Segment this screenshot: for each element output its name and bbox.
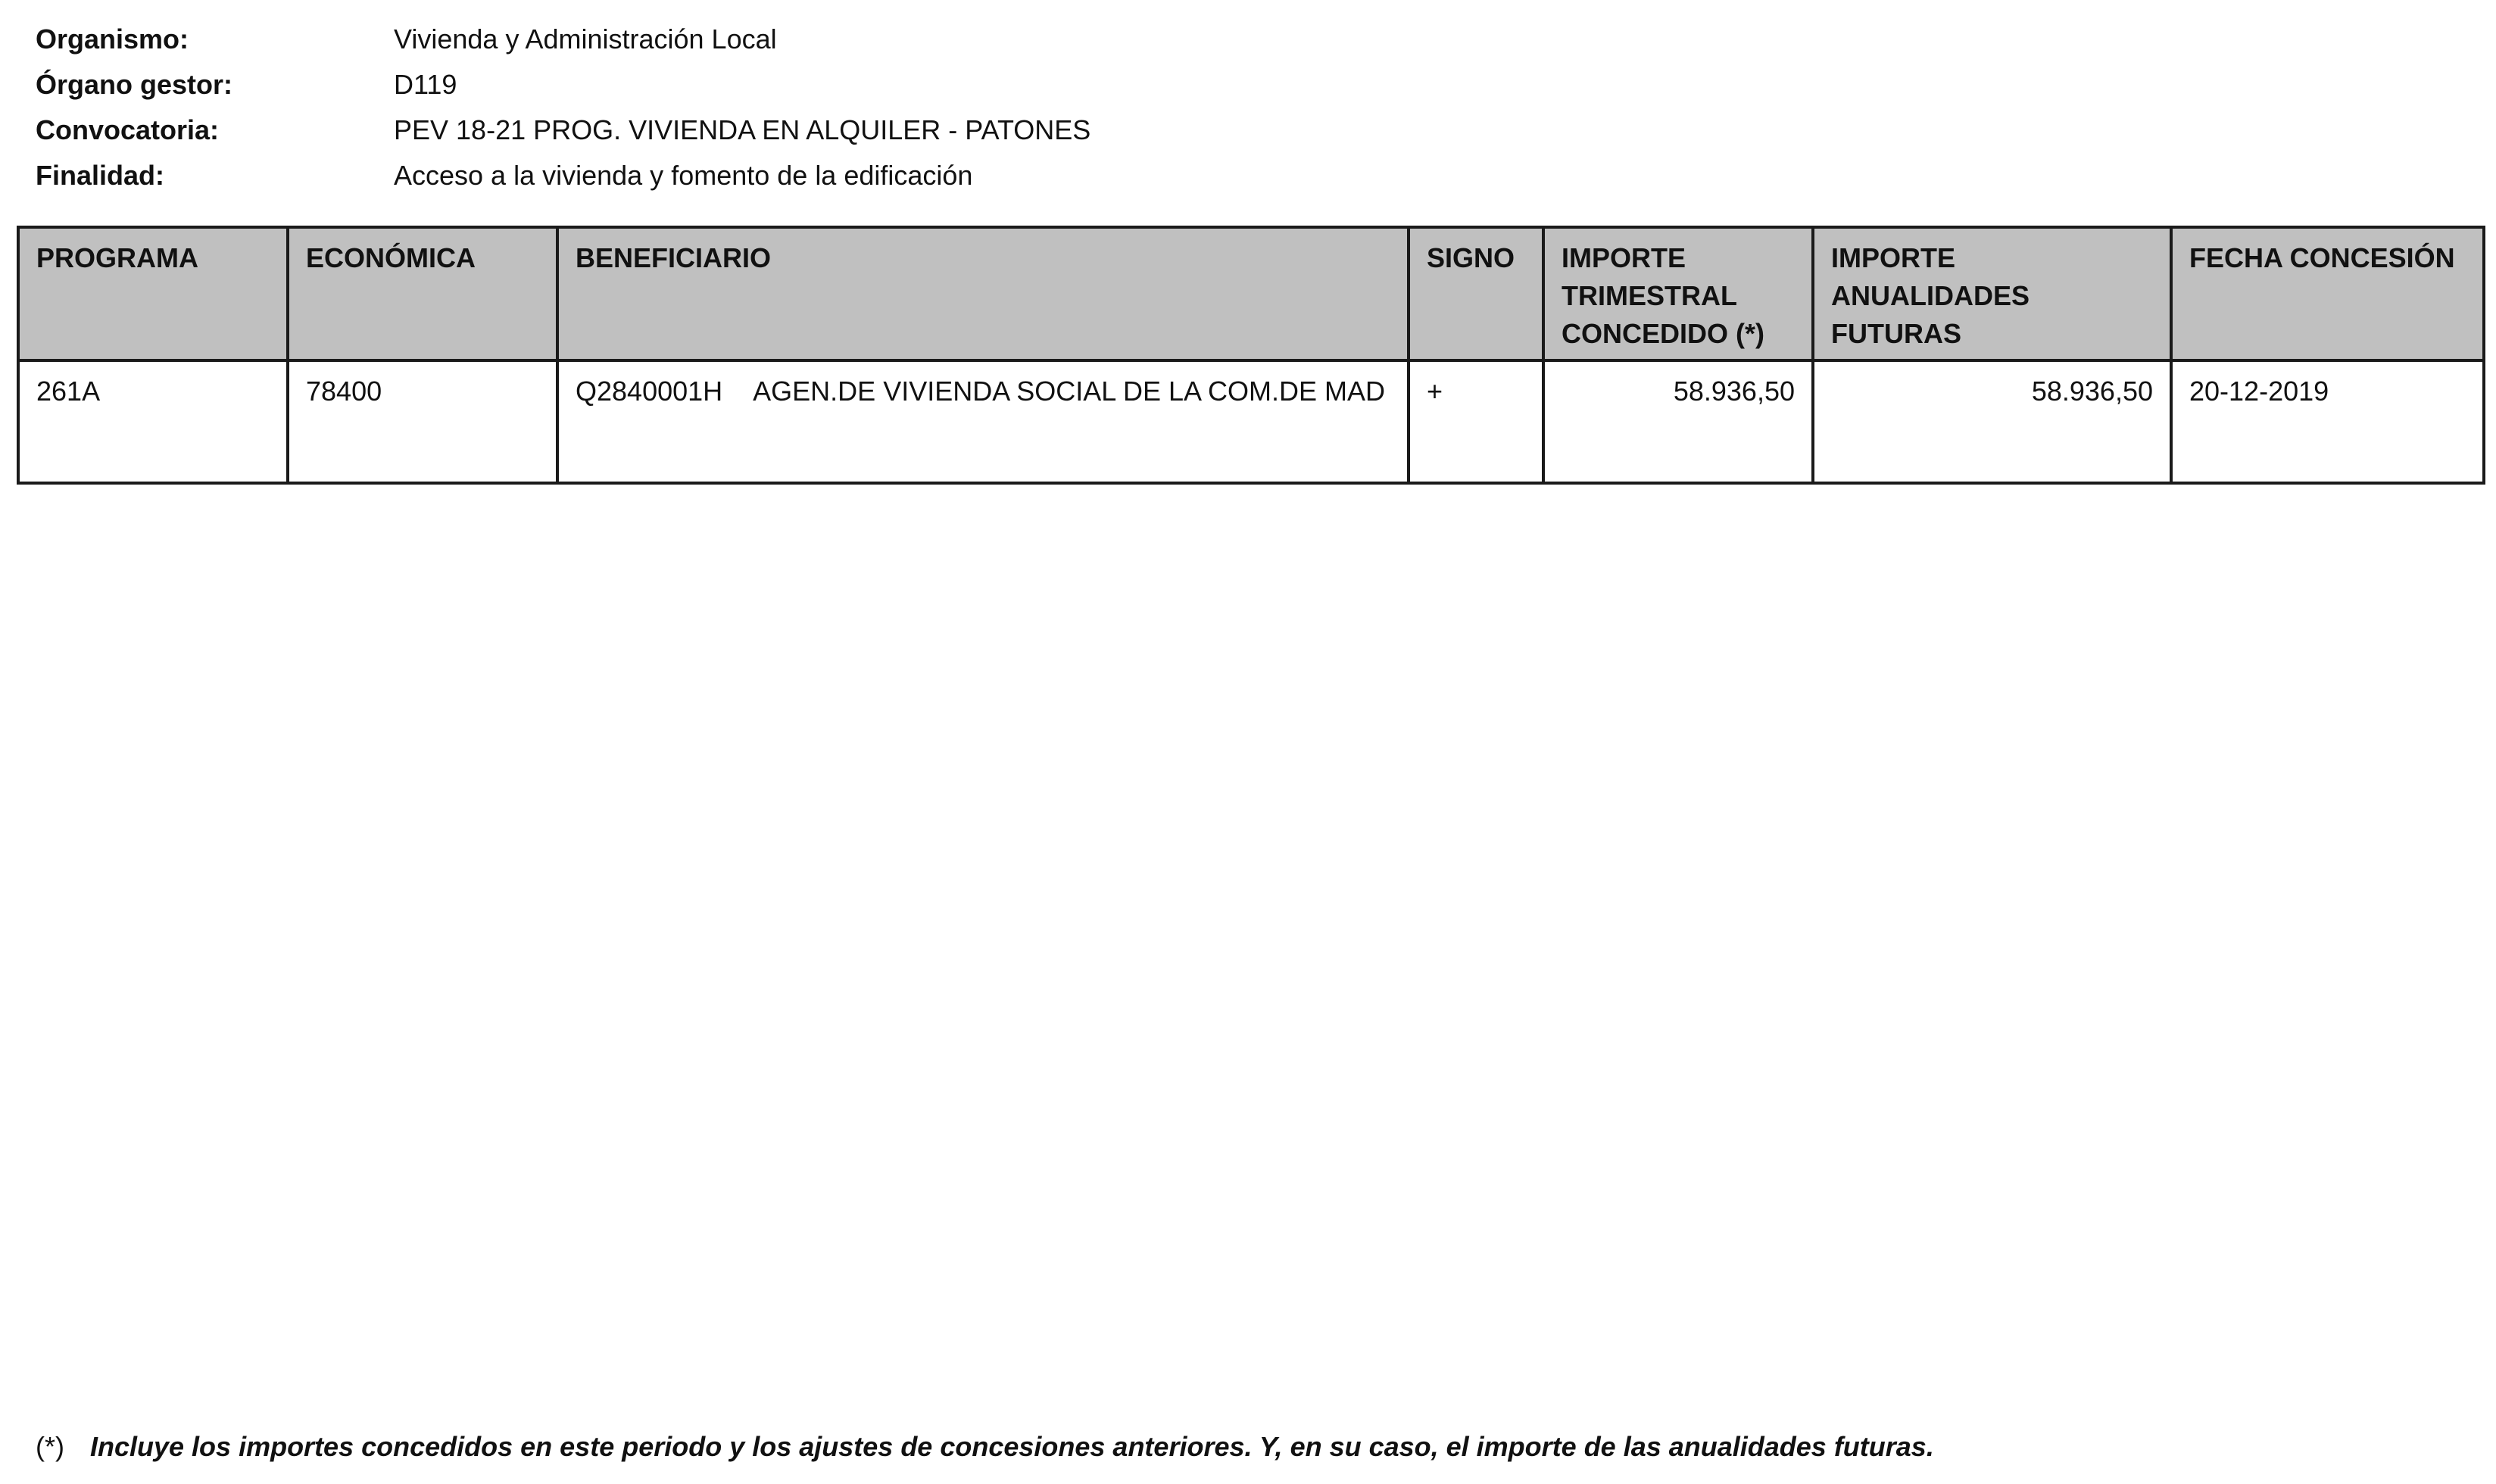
table-header-row <box>18 227 2484 360</box>
meta-label-organo-gestor: Órgano gestor: <box>36 69 233 100</box>
meta-label-finalidad: Finalidad: <box>36 160 164 191</box>
grants-table <box>17 226 2485 485</box>
footnote-text: Incluye los importes concedidos en este periodo y los ajustes de concesiones anteriores. Y, en su caso, el importe de las anualidades futuras. <box>90 1431 1934 1462</box>
footnote <box>36 1431 1934 1463</box>
cell-economica: 78400 <box>288 360 557 483</box>
cell-importe-anualidades: 58.936,50 <box>1813 360 2171 483</box>
grant-metadata <box>36 17 1090 198</box>
cell-programa: 261A <box>18 360 288 483</box>
cell-fecha-concesion: 20-12-2019 <box>2171 360 2484 483</box>
column-header-signo: SIGNO <box>1409 227 1543 360</box>
meta-row-convocatoria <box>36 108 1090 153</box>
footnote-mark: (*) <box>36 1431 64 1462</box>
meta-row-finalidad <box>36 153 1090 198</box>
table-row <box>18 360 2484 483</box>
column-header-importe-anualidades: IMPORTE ANUALIDADES FUTURAS <box>1813 227 2171 360</box>
meta-value-finalidad: Acceso a la vivienda y fomento de la edificación <box>394 160 973 191</box>
cell-beneficiario <box>557 360 1409 483</box>
column-header-beneficiario: BENEFICIARIO <box>557 227 1409 360</box>
meta-value-organismo: Vivienda y Administración Local <box>394 23 777 55</box>
meta-label-organismo: Organismo: <box>36 23 189 55</box>
cell-signo: + <box>1409 360 1543 483</box>
column-header-programa: PROGRAMA <box>18 227 288 360</box>
meta-row-organo-gestor <box>36 62 1090 108</box>
cell-importe-trimestral: 58.936,50 <box>1543 360 1813 483</box>
column-header-importe-trimestral: IMPORTE TRIMESTRAL CONCEDIDO (*) <box>1543 227 1813 360</box>
meta-row-organismo <box>36 17 1090 62</box>
column-header-economica: ECONÓMICA <box>288 227 557 360</box>
column-header-fecha-concesion: FECHA CONCESIÓN <box>2171 227 2484 360</box>
meta-label-convocatoria: Convocatoria: <box>36 114 220 145</box>
meta-value-convocatoria: PEV 18-21 PROG. VIVIENDA EN ALQUILER - PATONES <box>394 114 1091 145</box>
beneficiario-nif: Q2840001H <box>576 376 723 407</box>
meta-value-organo-gestor: D119 <box>394 69 457 100</box>
beneficiario-nombre: AGEN.DE VIVIENDA SOCIAL DE LA COM.DE MAD <box>753 376 1386 407</box>
